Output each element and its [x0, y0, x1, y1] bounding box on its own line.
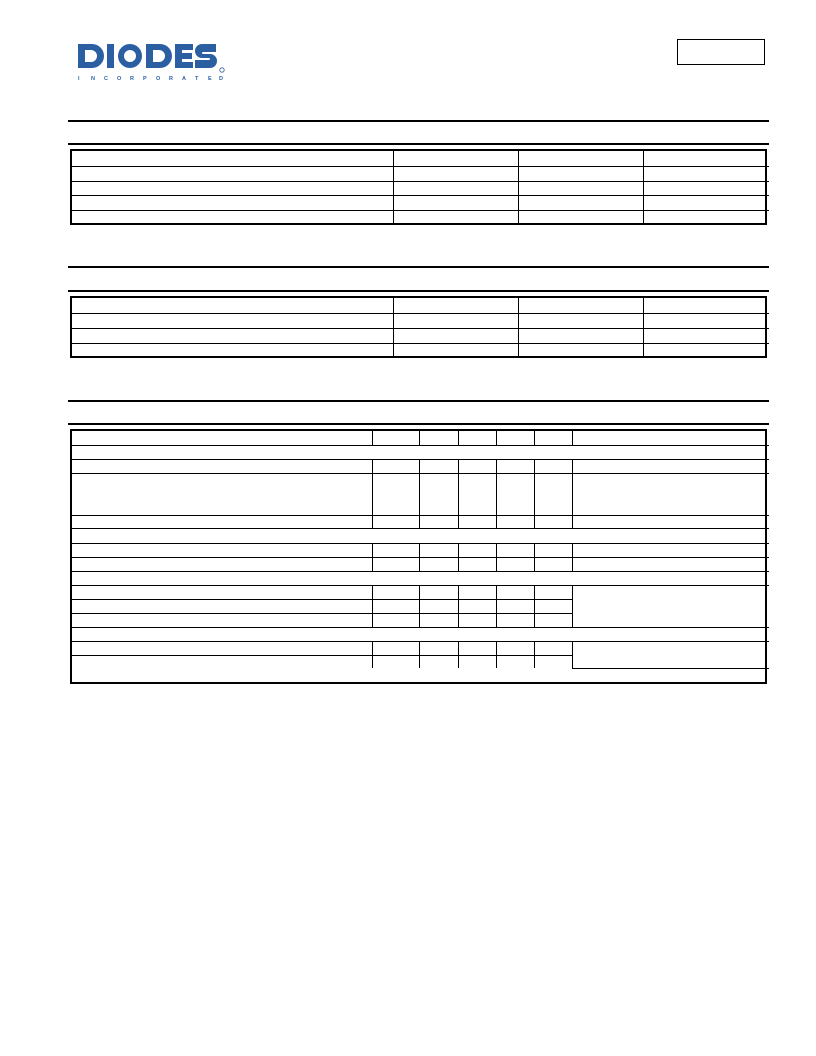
table-row [72, 459, 769, 473]
section-2-bottom-rule [68, 290, 769, 292]
svg-text:D: D [219, 76, 223, 82]
section-3-bottom-rule [68, 423, 769, 425]
part-number-box [677, 39, 765, 65]
table-2 [70, 296, 767, 358]
table-row [72, 166, 769, 181]
diodes-logo [76, 40, 226, 86]
svg-text:T: T [195, 76, 199, 82]
table-row [72, 181, 769, 195]
table-row [72, 151, 769, 166]
svg-text:A: A [182, 76, 186, 82]
section-3-top-rule [68, 400, 769, 402]
svg-text:R: R [169, 76, 173, 82]
table-row [72, 528, 769, 543]
section-2-top-rule [68, 266, 769, 268]
table-row [72, 627, 769, 641]
table-row [72, 313, 769, 328]
table-row [72, 515, 769, 528]
svg-text:P: P [143, 76, 147, 82]
table-row [72, 571, 769, 585]
table-1 [70, 149, 767, 225]
svg-text:N: N [91, 76, 95, 82]
table-row [72, 641, 769, 655]
svg-text:R: R [130, 76, 134, 82]
section-1-top-rule [68, 120, 769, 122]
svg-text:E: E [208, 76, 212, 82]
table-row [72, 210, 769, 223]
table-row [72, 343, 769, 356]
svg-text:O: O [117, 76, 122, 82]
svg-text:I: I [78, 76, 80, 82]
table-row [72, 473, 769, 515]
table-3 [70, 429, 767, 684]
svg-text:O: O [156, 76, 161, 82]
table-row [72, 431, 769, 445]
table-row [72, 543, 769, 557]
svg-text:C: C [104, 76, 108, 82]
table-row [72, 557, 769, 571]
section-1-bottom-rule [68, 143, 769, 145]
table-row [72, 445, 769, 459]
table-row [72, 298, 769, 313]
table-row [72, 328, 769, 343]
table-row [72, 195, 769, 210]
table-row [72, 585, 769, 599]
